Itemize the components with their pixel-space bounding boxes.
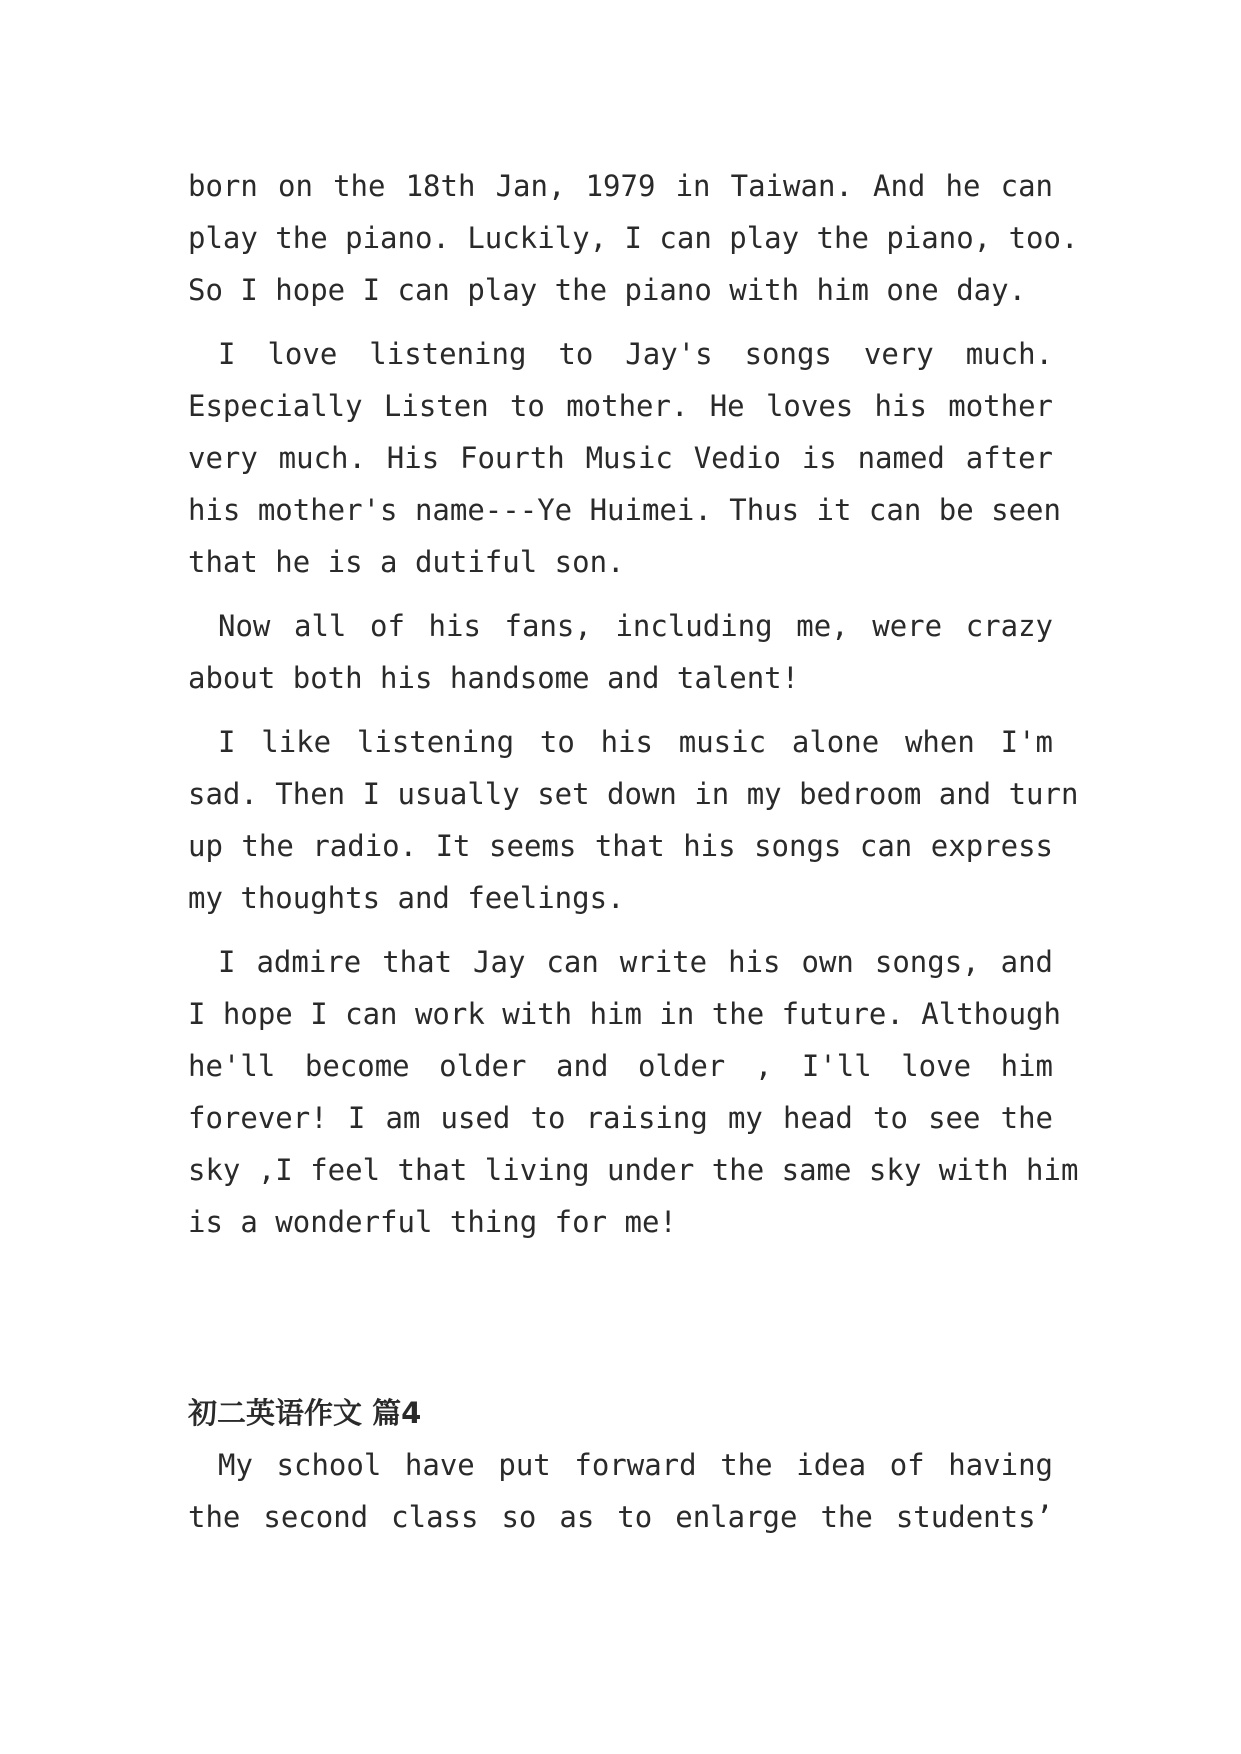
paragraph-2-line-1: I love listening to Jay's songs very much. [218,337,1053,371]
paragraph-6-line-1: My school have put forward the idea of having [218,1448,1053,1482]
paragraph-2-line-4: his mother's name---Ye Huimei. Thus it can be seen [188,493,1061,527]
paragraph-1-line-1: born on the 18th Jan, 1979 in Taiwan. And he can [188,169,1053,203]
paragraph-5-line-5: sky ,I feel that living under the same sky with him [188,1153,1079,1187]
paragraph-4-line-2: sad. Then I usually set down in my bedroom and turn [188,777,1079,811]
paragraph-6-line-2: the second class so as to enlarge the students’ [188,1500,1053,1534]
paragraph-1-line-2: play the piano. Luckily, I can play the piano, too. [188,221,1079,255]
paragraph-5-line-1: I admire that Jay can write his own songs, and [218,945,1053,979]
paragraph-1-line-3: So I hope I can play the piano with him one day. [188,273,1027,307]
paragraph-5-line-6: is a wonderful thing for me! [188,1205,677,1239]
paragraph-3-line-2: about both his handsome and talent! [188,661,800,695]
paragraph-4-line-4: my thoughts and feelings. [188,881,625,915]
paragraph-2-line-2: Especially Listen to mother. He loves his mother [188,389,1053,423]
paragraph-4-line-1: I like listening to his music alone when I'm [218,725,1053,759]
paragraph-5-line-3: he'll become older and older , I'll love him [188,1049,1053,1083]
paragraph-4-line-3: up the radio. It seems that his songs can express [188,829,1053,863]
section-heading: 初二英语作文 篇4 [188,1396,422,1430]
paragraph-5-line-4: forever! I am used to raising my head to see the [188,1101,1053,1135]
paragraph-2-line-3: very much. His Fourth Music Vedio is named after [188,441,1053,475]
paragraph-3-line-1: Now all of his fans, including me, were crazy [218,609,1053,643]
paragraph-5-line-2: I hope I can work with him in the future. Although [188,997,1061,1031]
paragraph-2-line-5: that he is a dutiful son. [188,545,625,579]
